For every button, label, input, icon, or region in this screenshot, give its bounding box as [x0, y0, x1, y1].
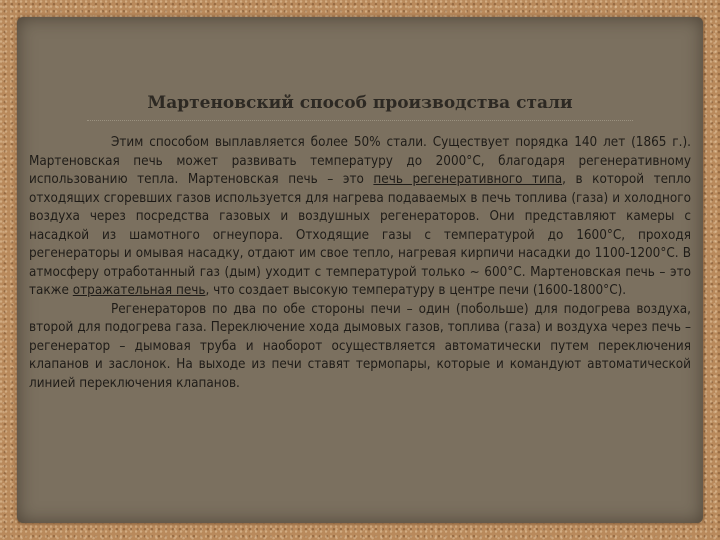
slide-title: Мартеновский способ производства стали — [147, 93, 573, 113]
regenerative-furnace-link[interactable]: печь регенеративного типа — [373, 172, 563, 187]
paragraph-1 — [29, 134, 691, 301]
reflective-furnace-link[interactable]: отражательная печь — [72, 283, 206, 298]
slide-panel — [17, 17, 703, 523]
title-divider — [87, 120, 633, 121]
paragraph-1-text-a: Этим способом выплавляется более 50% стали. Существует порядка 140 лет (1865 г.). Мартеновская печь может развивать температуру до 2000°С, благодаря регенеративному использованию тепла. Мартеновская печь – это — [29, 135, 691, 187]
slide-body — [29, 134, 691, 393]
paragraph-1-text-c: , что создает высокую температуру в центре печи (1600-1800°С). — [205, 283, 627, 298]
paragraph-1-text-b: , в которой тепло отходящих сгоревших газов используется для нагрева подаваемых в печь топлива (газа) и холодного воздуха через посредства газовых и воздушных регенераторов. Они представляют камеры с насадкой из шамотного огнеупора. Отходящие газы с температурой до 1600°С, проходя регенераторы и омывая насадку, отдают им свое тепло, нагревая кирпичи насадки до 1100-1200°С. В атмосферу отработанный газ (дым) уходит с температурой только ~ 600°С. Мартеновская печь – это также — [29, 172, 691, 298]
paragraph-2: Регенераторов по два по обе стороны печи – один (побольше) для подогрева воздуха, второй для подогрева газа. Переключение хода дымовых газов, топлива (газа) и воздуха через печь – регенератор – дымовая труба и наоборот осуществляется автоматически путем переключения клапанов и заслонок. На выходе из печи ставят термопары, которые и командуют автоматической линией переключения клапанов. — [29, 301, 691, 391]
